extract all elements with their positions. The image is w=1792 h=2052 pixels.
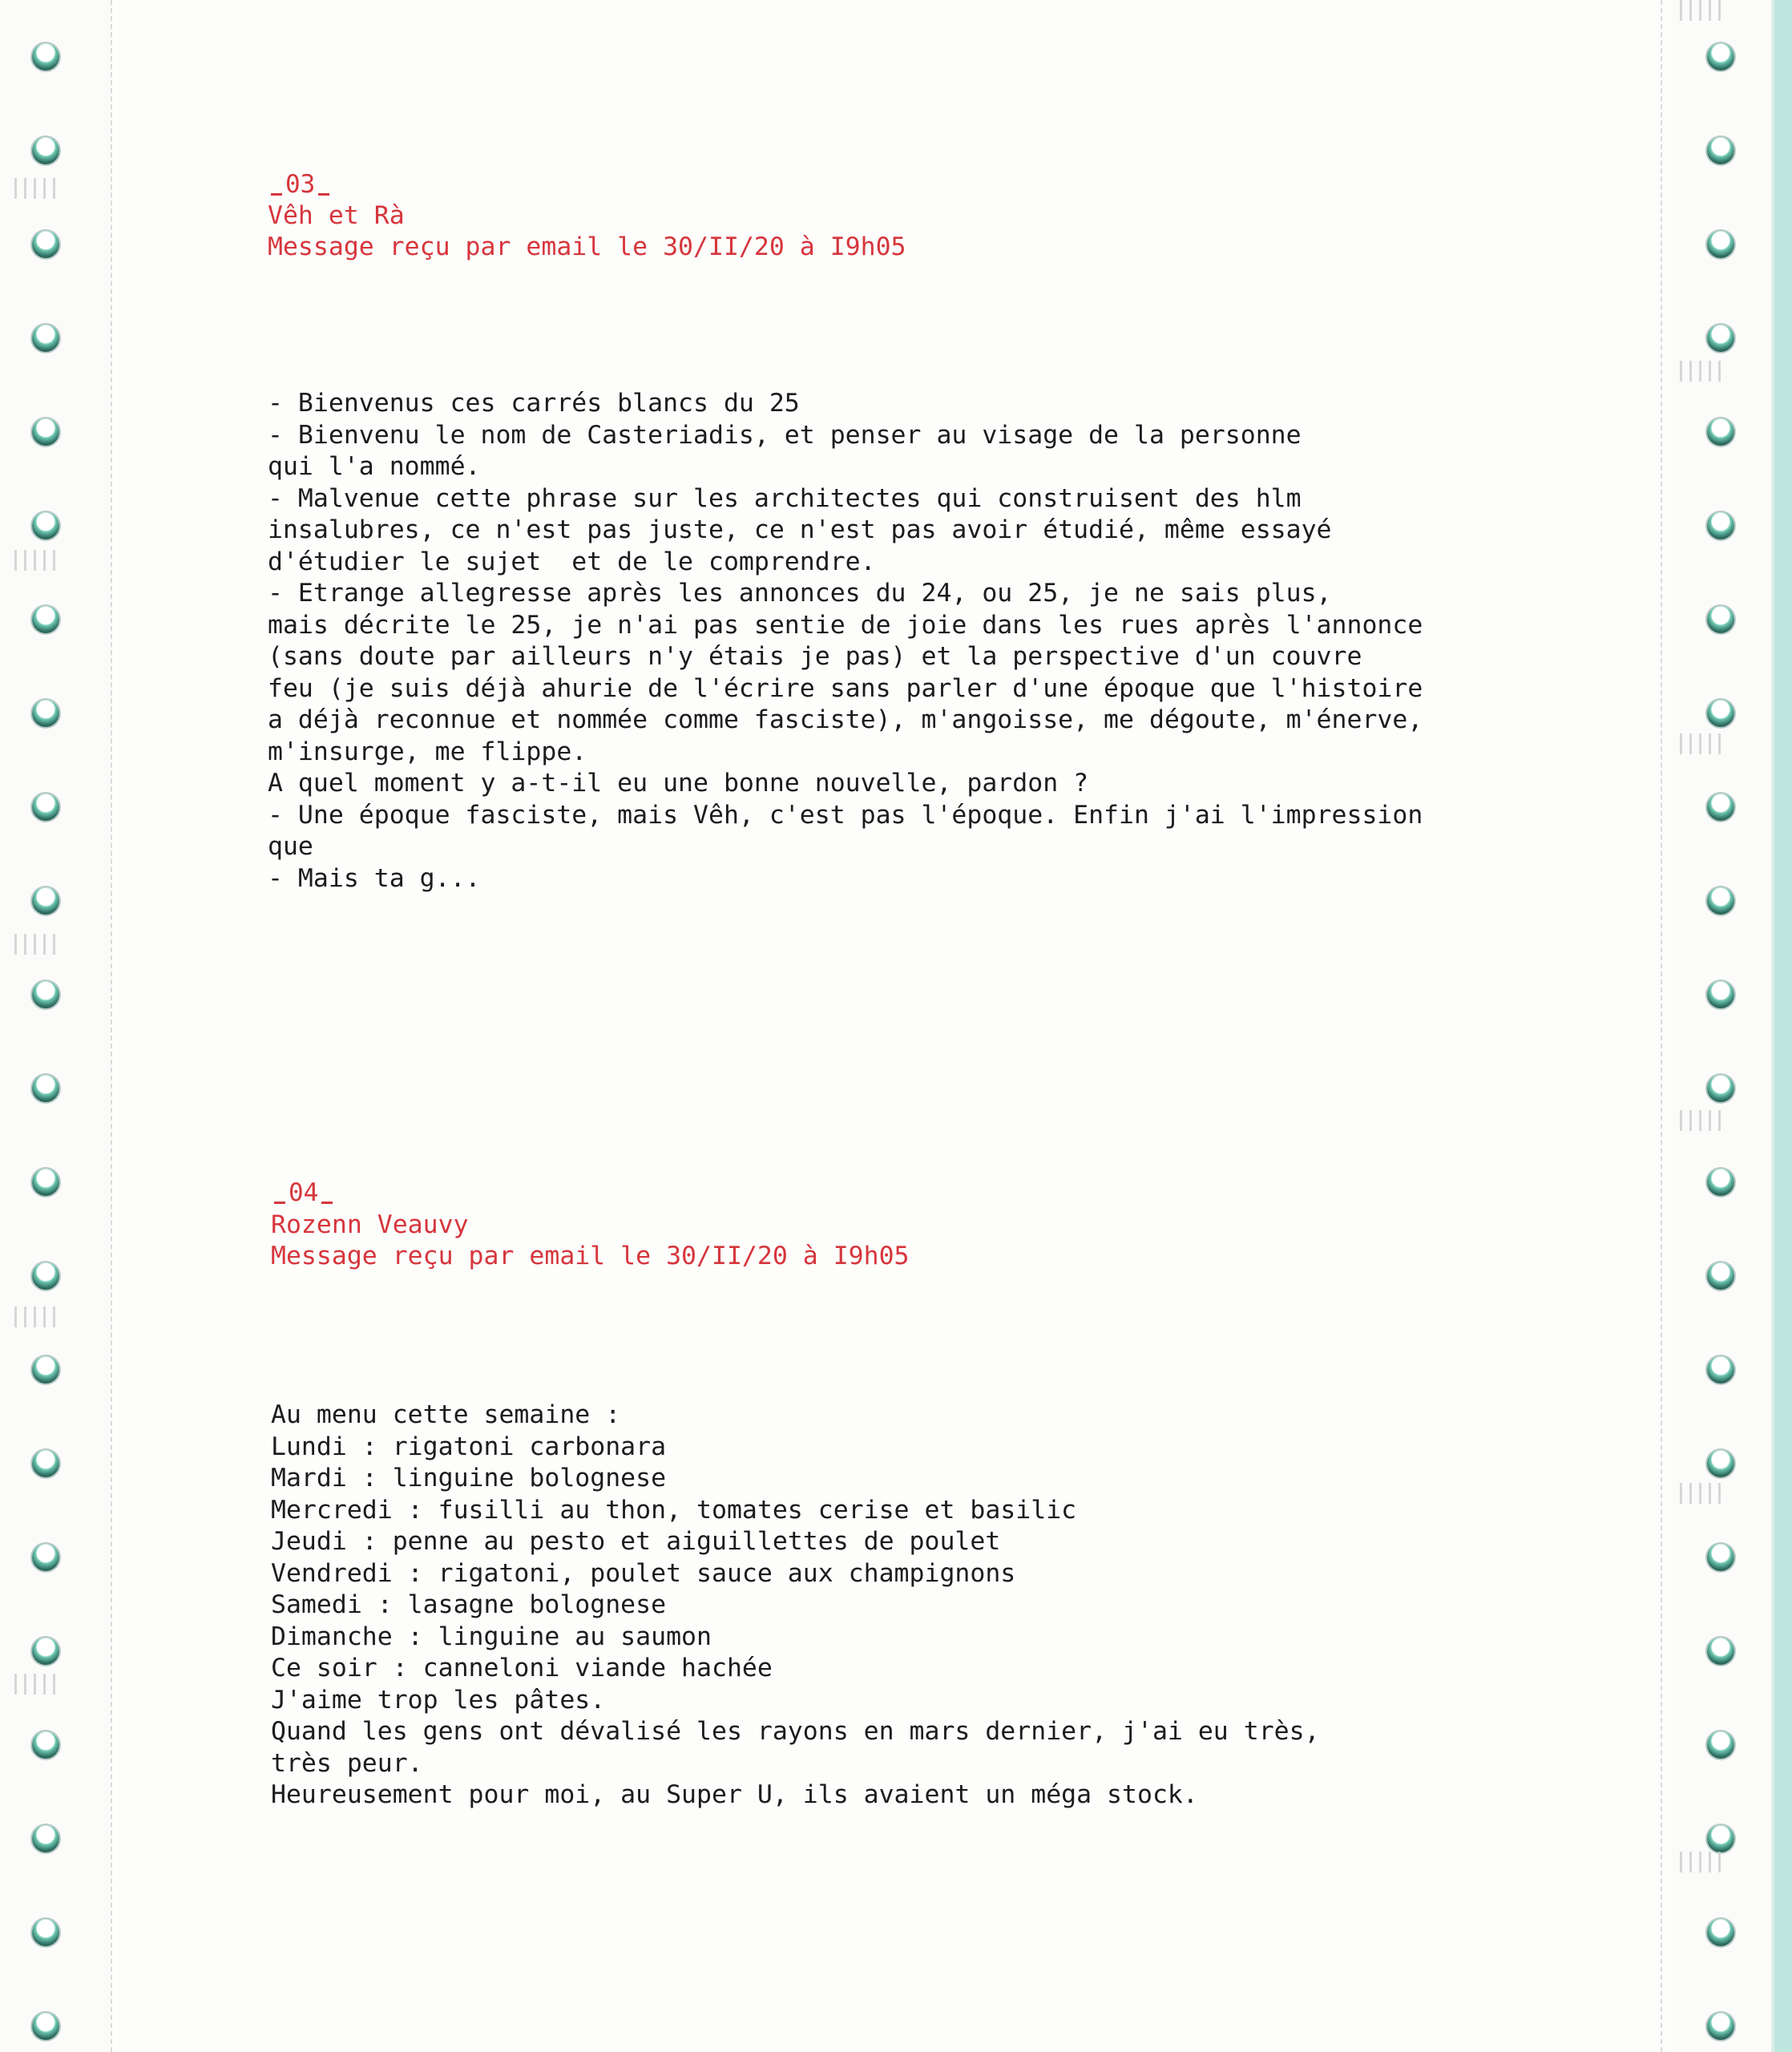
- perforation-tick: [14, 934, 59, 955]
- text-line: Mercredi : fusilli au thon, tomates cerise et basilic: [271, 1495, 1077, 1525]
- feed-hole-icon: [1707, 137, 1734, 164]
- feed-hole-icon: [32, 887, 59, 915]
- feed-hole-icon: [32, 981, 59, 1008]
- feed-hole-icon: [1707, 1544, 1734, 1571]
- feed-hole-icon: [32, 137, 59, 164]
- text-line: Lundi : rigatoni carbonara: [271, 1432, 667, 1461]
- text-line: A quel moment y a-t-il eu une bonne nouvelle, pardon ?: [268, 769, 1089, 798]
- text-line: - Bienvenu le nom de Casteriadis, et penser au visage de la personne: [268, 420, 1302, 450]
- section-body: [271, 1400, 1320, 1812]
- section-number: 03: [268, 170, 333, 199]
- feed-hole-icon: [1707, 512, 1734, 539]
- feed-hole-icon: [1707, 1262, 1734, 1290]
- feed-hole-icon: [1707, 606, 1734, 633]
- feed-hole-icon: [32, 325, 59, 352]
- feed-hole-icon: [32, 418, 59, 446]
- text-line: - Malvenue cette phrase sur les architectes qui construisent des hlm: [268, 483, 1302, 513]
- feed-hole-icon: [32, 1638, 59, 1665]
- feed-hole-icon: [1707, 325, 1734, 352]
- feed-hole-icon: [1707, 1450, 1734, 1477]
- feed-hole-icon: [1707, 1919, 1734, 1946]
- text-line: Ce soir : canneloni viande hachée: [271, 1654, 773, 1682]
- section-received: Message reçu par email le 30/II/20 à I9h05: [268, 232, 906, 261]
- text-line: Mardi : linguine bolognese: [271, 1464, 667, 1493]
- text-line: a déjà reconnue et nommée comme fasciste), m'angoisse, me dégoute, m'énerve,: [268, 705, 1423, 734]
- perforation-tick: [14, 550, 59, 571]
- right-perforation: [1661, 0, 1662, 2052]
- feed-hole-icon: [32, 1450, 59, 1477]
- feed-hole-icon: [1707, 1356, 1734, 1383]
- feed-hole-icon: [1707, 1825, 1734, 1852]
- left-perforation: [111, 0, 112, 2052]
- feed-hole-icon: [32, 794, 59, 821]
- feed-hole-icon: [1707, 700, 1734, 727]
- text-line: - Mais ta g...: [268, 863, 481, 893]
- perforation-tick: [1680, 1483, 1725, 1504]
- feed-hole-icon: [1707, 418, 1734, 446]
- text-line: Dimanche : linguine au saumon: [271, 1622, 712, 1651]
- feed-hole-icon: [1707, 43, 1734, 71]
- section-author: Rozenn Veauvy: [271, 1210, 469, 1239]
- feed-hole-icon: [32, 43, 59, 71]
- feed-hole-icon: [32, 1825, 59, 1852]
- perforation-tick: [1680, 733, 1725, 754]
- feed-hole-icon: [32, 1544, 59, 1571]
- text-line: Jeudi : penne au pesto et aiguillettes de poulet: [271, 1527, 1001, 1556]
- feed-hole-icon: [1707, 1075, 1734, 1102]
- feed-hole-icon: [32, 1731, 59, 1759]
- text-line: J'aime trop les pâtes.: [271, 1685, 606, 1715]
- perforation-tick: [1680, 361, 1725, 382]
- feed-hole-icon: [32, 606, 59, 633]
- feed-hole-icon: [32, 1262, 59, 1290]
- perforation-tick: [14, 1674, 59, 1695]
- section-author: Vêh et Rà: [268, 201, 405, 230]
- text-line: (sans doute par ailleurs n'y étais je pas) et la perspective d'un couvre: [268, 642, 1362, 671]
- feed-hole-icon: [1707, 1169, 1734, 1196]
- section-body: [268, 388, 1423, 895]
- text-line: mais décrite le 25, je n'ai pas sentie de joie dans les rues après l'annonce: [268, 610, 1423, 640]
- perforation-tick: [1680, 1852, 1725, 1872]
- text-line: qui l'a nommé.: [268, 452, 481, 481]
- feed-hole-icon: [1707, 794, 1734, 821]
- text-line: m'insurge, me flippe.: [268, 737, 587, 766]
- right-edge-band: [1774, 0, 1792, 2052]
- feed-hole-icon: [1707, 1731, 1734, 1759]
- feed-hole-icon: [32, 2013, 59, 2040]
- text-line: insalubres, ce n'est pas juste, ce n'est pas avoir étudié, même essayé: [268, 515, 1332, 544]
- text-line: d'étudier le sujet et de le comprendre.: [268, 547, 876, 576]
- perforation-tick: [1680, 0, 1725, 21]
- feed-hole-icon: [1707, 981, 1734, 1008]
- text-line: Samedi : lasagne bolognese: [271, 1590, 667, 1619]
- feed-hole-icon: [32, 1075, 59, 1102]
- section-number: 04: [271, 1178, 336, 1207]
- text-line: Au menu cette semaine :: [271, 1400, 621, 1429]
- perforation-tick: [1680, 1110, 1725, 1131]
- feed-hole-icon: [1707, 1638, 1734, 1665]
- feed-hole-icon: [32, 512, 59, 539]
- feed-hole-icon: [32, 231, 59, 258]
- feed-hole-icon: [32, 1169, 59, 1196]
- text-line: Heureusement pour moi, au Super U, ils avaient un méga stock.: [271, 1780, 1198, 1809]
- text-line: feu (je suis déjà ahurie de l'écrire sans parler d'une époque que l'histoire: [268, 673, 1423, 703]
- feed-hole-icon: [1707, 231, 1734, 258]
- text-line: - Etrange allegresse après les annonces du 24, ou 25, je ne sais plus,: [268, 579, 1332, 608]
- text-line: Vendredi : rigatoni, poulet sauce aux champignons: [271, 1558, 1016, 1588]
- feed-hole-icon: [1707, 2013, 1734, 2040]
- feed-hole-icon: [1707, 887, 1734, 915]
- feed-hole-icon: [32, 1356, 59, 1383]
- feed-hole-icon: [32, 1919, 59, 1946]
- text-line: - Bienvenus ces carrés blancs du 25: [268, 389, 800, 418]
- section-received: Message reçu par email le 30/II/20 à I9h05: [271, 1242, 910, 1270]
- text-line: très peur.: [271, 1748, 423, 1778]
- text-line: que: [268, 832, 313, 861]
- text-line: - Une époque fasciste, mais Vêh, c'est pas l'époque. Enfin j'ai l'impression: [268, 800, 1423, 830]
- text-line: Quand les gens ont dévalisé les rayons en mars dernier, j'ai eu très,: [271, 1717, 1320, 1746]
- feed-hole-icon: [32, 700, 59, 727]
- perforation-tick: [14, 1307, 59, 1327]
- perforation-tick: [14, 178, 59, 199]
